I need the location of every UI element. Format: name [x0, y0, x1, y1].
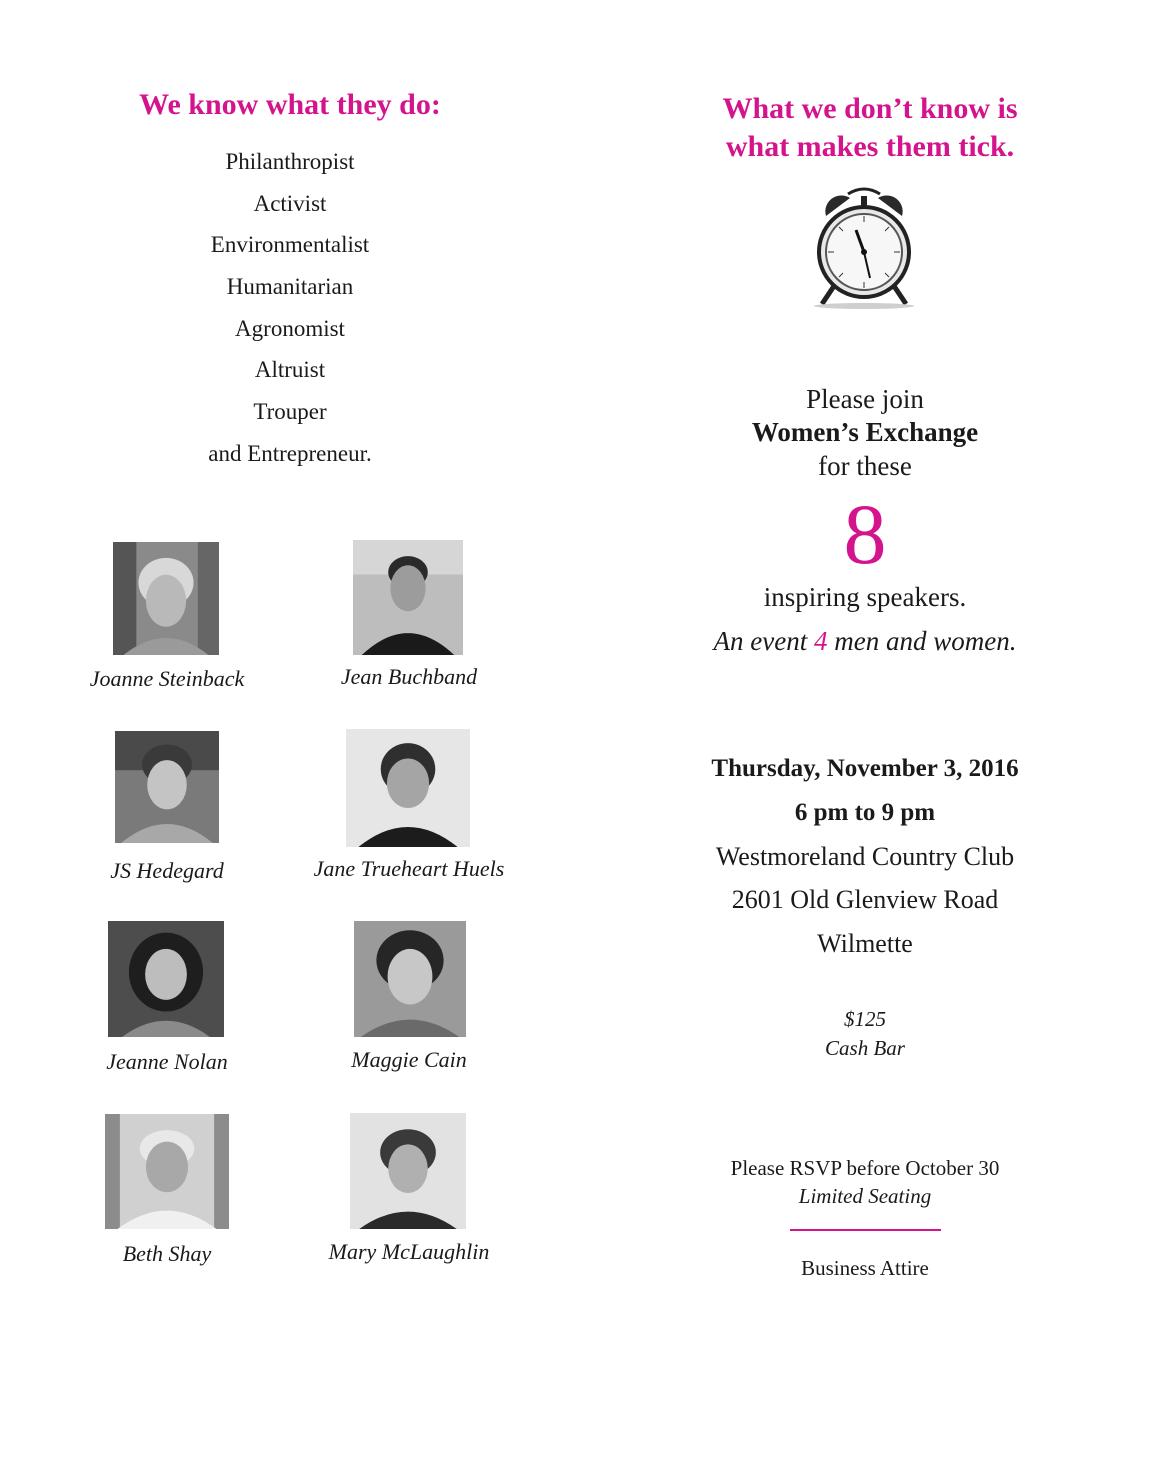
speaker-name: Maggie Cain	[351, 1047, 467, 1072]
inspiring-text	[640, 582, 1090, 613]
seating-note: Limited Seating	[798, 1184, 932, 1208]
speaker-name: Jeanne Nolan	[106, 1049, 228, 1074]
speaker-name: Beth Shay	[122, 1241, 212, 1266]
event-pre: An event	[713, 626, 814, 656]
org-name: Women’s Exchange	[751, 417, 979, 447]
event-number: 4	[813, 626, 828, 656]
right-heading	[640, 90, 1100, 166]
attire-note: Business Attire	[801, 1256, 929, 1280]
speaker-name: Jean Buchband	[340, 664, 478, 689]
role-item: Agronomist	[235, 315, 345, 341]
alarm-clock-icon	[808, 186, 920, 310]
event-time: 6 pm to 9 pm	[794, 799, 936, 826]
event-date: Thursday, November 3, 2016	[711, 755, 1019, 782]
role-item: and Entrepreneur.	[208, 440, 372, 466]
join-text: Please join	[806, 384, 924, 414]
right-heading-line: What we don’t know is	[722, 92, 1018, 125]
right-heading-line: what makes them tick.	[725, 130, 1015, 163]
speaker-photo-jean-buchband	[353, 540, 463, 655]
roles-list	[90, 147, 490, 481]
speaker-count: 8	[843, 486, 887, 582]
divider	[790, 1229, 941, 1231]
event-address: 2601 Old Glenview Road	[731, 885, 999, 914]
event-city: Wilmette	[817, 929, 913, 958]
speaker-name: Mary McLaughlin	[328, 1239, 490, 1264]
inspiring-label: inspiring speakers.	[763, 582, 967, 612]
speaker-photo-maggie-cain	[354, 921, 466, 1037]
event-venue: Westmoreland Country Club	[715, 842, 1015, 871]
speaker-name: JS Hedegard	[110, 858, 224, 883]
role-item: Environmentalist	[210, 232, 370, 258]
speaker-photo-beth-shay	[105, 1114, 229, 1229]
event-post: men and women.	[827, 626, 1017, 656]
rsvp-text: Please RSVP before October 30	[730, 1156, 1000, 1180]
speaker-photo-js-hedegard	[115, 731, 219, 843]
speaker-photo-joanne-steinback	[113, 542, 219, 655]
role-item: Humanitarian	[226, 274, 354, 300]
speaker-photo-jane-trueheart-huels	[346, 729, 470, 847]
role-item: Philanthropist	[225, 149, 355, 174]
ticket-price: $125	[844, 1007, 886, 1031]
role-item: Trouper	[253, 399, 327, 425]
speaker-name: Jane Trueheart Huels	[313, 856, 505, 881]
speaker-photo-jeanne-nolan	[108, 921, 224, 1037]
role-item: Altruist	[254, 357, 326, 383]
role-item: Activist	[253, 190, 327, 216]
speaker-name: Joanne Steinback	[89, 666, 245, 691]
left-heading: We know what they do:	[139, 88, 441, 121]
cash-bar-note: Cash Bar	[825, 1036, 905, 1060]
speaker-photo-mary-mclaughlin	[350, 1113, 466, 1229]
event-tagline	[640, 626, 1090, 657]
for-these-text: for these	[818, 451, 912, 481]
